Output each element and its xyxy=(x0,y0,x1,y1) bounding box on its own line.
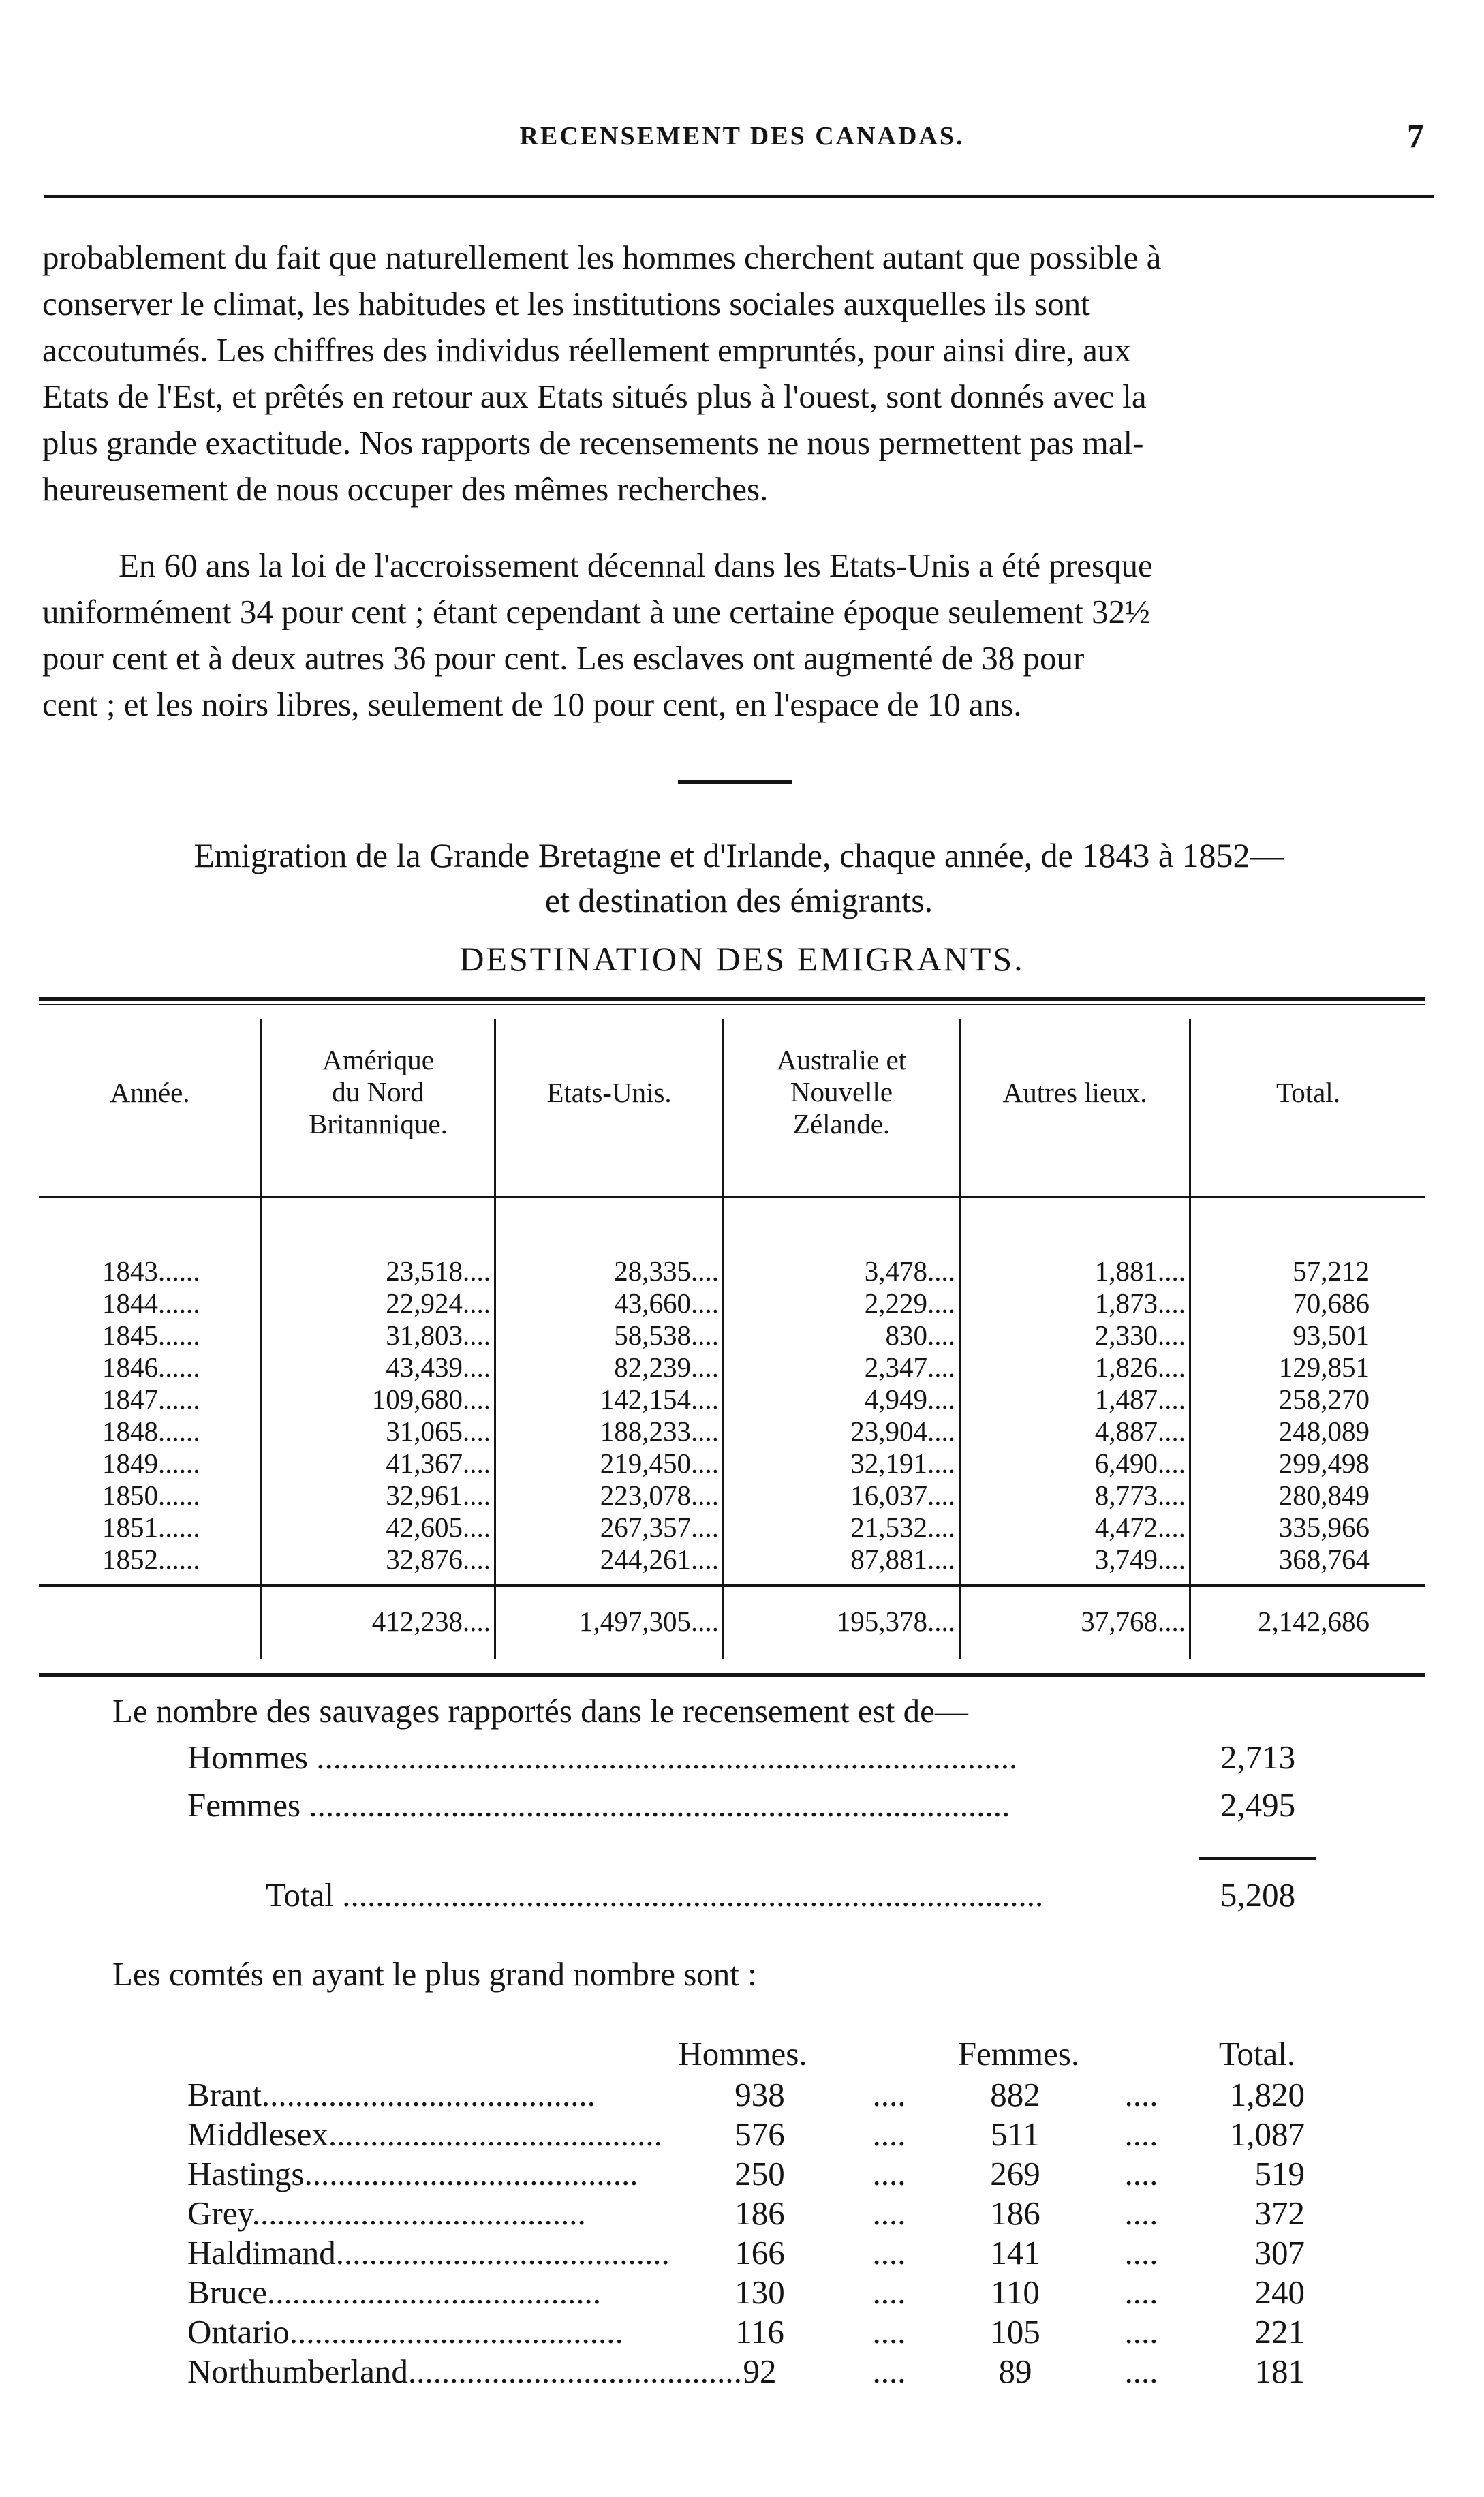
county-separator: .... xyxy=(872,2234,906,2271)
column-divider xyxy=(260,1019,262,1659)
county-separator: .... xyxy=(1124,2273,1158,2311)
paragraph-line: Etats de l'Est, et prêtés en retour aux Etats situés plus à l'ouest, sont donnés avec la xyxy=(42,378,1147,415)
county-total: 240 xyxy=(1254,2273,1305,2311)
femmes-line: Femmes .................................................................................... xyxy=(187,1786,1010,1824)
county-name: Bruce........................................ xyxy=(187,2273,601,2311)
paragraph-line: heureusement de nous occuper des mêmes recherches. xyxy=(42,470,769,508)
table-cell: 57,212 xyxy=(1293,1255,1370,1287)
table-cell: 2,229.... xyxy=(864,1287,955,1319)
county-separator: .... xyxy=(872,2194,906,2232)
table-cell: 58,538.... xyxy=(614,1319,719,1351)
table-cell: 16,037.... xyxy=(850,1480,955,1511)
county-separator: .... xyxy=(872,2155,906,2192)
county-separator: .... xyxy=(1124,2155,1158,2192)
county-name: Middlesex........................................ xyxy=(187,2115,662,2153)
section-divider xyxy=(678,780,792,784)
table-cell: 2,347.... xyxy=(864,1351,955,1383)
table-cell: 223,078.... xyxy=(600,1480,719,1511)
table-cell: 42,605.... xyxy=(386,1512,491,1543)
table-cell: 1846...... xyxy=(102,1351,200,1383)
table-cell: 142,154.... xyxy=(600,1383,719,1415)
total-australie: 195,378.... xyxy=(836,1606,955,1637)
county-separator: .... xyxy=(872,2115,906,2153)
county-separator: .... xyxy=(1124,2076,1158,2113)
table-cell: 1845...... xyxy=(102,1319,200,1351)
table-cell: 1847...... xyxy=(102,1383,200,1415)
table-cell: 267,357.... xyxy=(600,1512,719,1543)
total-etats-unis: 1,497,305.... xyxy=(579,1606,719,1637)
table-cell: 1850...... xyxy=(102,1480,200,1511)
table-cell: 830.... xyxy=(885,1319,955,1351)
county-hommes: 938 xyxy=(735,2076,785,2113)
county-femmes: 110 xyxy=(991,2273,1040,2311)
table-cell: 1851...... xyxy=(102,1512,200,1543)
table-cell: 43,660.... xyxy=(614,1287,719,1319)
table-cell: 1,487.... xyxy=(1094,1383,1186,1415)
col-femmes-header: Femmes. xyxy=(957,2035,1080,2072)
county-separator: .... xyxy=(1124,2353,1158,2390)
table-cell: 248,089 xyxy=(1278,1415,1370,1447)
table-cell: 4,949.... xyxy=(864,1383,955,1415)
paragraph-line: accoutumés. Les chiffres des individus réellement empruntés, pour ainsi dire, aux xyxy=(42,331,1131,369)
table-cell: 3,749.... xyxy=(1094,1544,1186,1575)
county-separator: .... xyxy=(1124,2313,1158,2350)
column-etats-unis xyxy=(501,1255,719,1576)
county-name: Brant........................................ xyxy=(187,2076,596,2113)
table-cell: 258,270 xyxy=(1278,1383,1370,1415)
county-femmes: 269 xyxy=(990,2155,1040,2192)
table-cell: 188,233.... xyxy=(600,1415,719,1447)
header-annee: Année. xyxy=(110,1077,190,1108)
table-cell: 1,826.... xyxy=(1094,1351,1186,1383)
page-number: 7 xyxy=(1407,117,1424,155)
total-autres: 37,768.... xyxy=(1081,1606,1186,1637)
table-cell: 6,490.... xyxy=(1094,1447,1186,1479)
county-hommes: 250 xyxy=(735,2155,785,2192)
table-cell: 368,764 xyxy=(1278,1544,1370,1575)
column-total xyxy=(1196,1255,1370,1576)
table-cell: 32,191.... xyxy=(850,1447,955,1479)
table-cell: 22,924.... xyxy=(386,1287,491,1319)
header-autres: Autres lieux. xyxy=(1002,1077,1147,1108)
caption-line: Emigration de la Grande Bretagne et d'Irlande, chaque année, de 1843 à 1852— xyxy=(194,836,1284,874)
hommes-value: 2,713 xyxy=(1220,1738,1296,1776)
county-femmes: 141 xyxy=(990,2234,1040,2271)
county-total: 1,820 xyxy=(1229,2076,1305,2113)
total-amerique: 412,238.... xyxy=(371,1606,491,1637)
table-cell: 93,501 xyxy=(1293,1319,1370,1351)
table-cell: 82,239.... xyxy=(614,1351,719,1383)
county-separator: .... xyxy=(1124,2234,1158,2271)
column-annee xyxy=(102,1255,259,1576)
county-femmes: 511 xyxy=(991,2115,1040,2153)
table-cell: 1843...... xyxy=(102,1255,200,1287)
paragraph-growth xyxy=(42,542,1436,728)
column-divider xyxy=(722,1019,724,1659)
county-total: 181 xyxy=(1254,2353,1305,2390)
county-total: 307 xyxy=(1254,2234,1305,2271)
county-name: Grey........................................ xyxy=(187,2194,586,2232)
sauvages-intro: Le nombre des sauvages rapportés dans le recensement est de— xyxy=(112,1692,968,1730)
table-cell: 1852...... xyxy=(102,1544,200,1575)
column-autres xyxy=(964,1255,1186,1576)
col-total-header: Total. xyxy=(1218,2035,1296,2072)
paragraph-line: probablement du fait que naturellement les hommes cherchent autant que possible à xyxy=(42,239,1162,276)
paragraph-line: conserver le climat, les habitudes et les institutions sociales auxquelles ils sont xyxy=(42,285,1090,322)
table-title: DESTINATION DES EMIGRANTS. xyxy=(459,940,1025,978)
table-cell: 8,773.... xyxy=(1094,1480,1186,1511)
county-hommes: 130 xyxy=(735,2273,785,2311)
county-separator: .... xyxy=(872,2076,906,2113)
table-cell: 21,532.... xyxy=(850,1512,955,1543)
paragraph-line: cent ; et les noirs libres, seulement de 10 pour cent, en l'espace de 10 ans. xyxy=(42,686,1022,723)
table-cell: 32,961.... xyxy=(386,1480,491,1511)
county-separator: .... xyxy=(872,2313,906,2350)
county-hommes: 116 xyxy=(735,2313,784,2350)
running-header: RECENSEMENT DES CANADAS. xyxy=(519,122,965,151)
table-cell: 32,876.... xyxy=(386,1544,491,1575)
county-total: 1,087 xyxy=(1229,2115,1305,2153)
femmes-value: 2,495 xyxy=(1220,1786,1296,1824)
county-separator: .... xyxy=(1124,2194,1158,2232)
table-cell: 23,518.... xyxy=(386,1255,491,1287)
table-cell: 280,849 xyxy=(1278,1480,1370,1511)
county-hommes: 166 xyxy=(735,2234,785,2271)
table-cell: 109,680.... xyxy=(371,1383,491,1415)
table-cell: 23,904.... xyxy=(850,1415,955,1447)
table-cell: 41,367.... xyxy=(386,1447,491,1479)
county-total: 221 xyxy=(1254,2313,1305,2350)
county-name: Hastings........................................ xyxy=(187,2155,638,2192)
table-cell: 244,261.... xyxy=(600,1544,719,1575)
header-total: Total. xyxy=(1276,1077,1340,1108)
header-etats-unis: Etats-Unis. xyxy=(546,1077,672,1108)
table-cell: 87,881.... xyxy=(850,1544,955,1575)
table-cell: 1,881.... xyxy=(1094,1255,1186,1287)
total-line: Total .................................................................................... xyxy=(266,1876,1044,1914)
comtes-intro: Les comtés en ayant le plus grand nombre sont : xyxy=(112,1955,757,1993)
column-divider xyxy=(959,1019,961,1659)
table-cell: 31,065.... xyxy=(386,1415,491,1447)
hommes-line: Hommes .................................................................................... xyxy=(187,1738,1018,1776)
table-cell: 1848...... xyxy=(102,1415,200,1447)
county-hommes: 576 xyxy=(735,2115,785,2153)
county-hommes: 92 xyxy=(743,2353,777,2390)
grand-total: 2,142,686 xyxy=(1258,1606,1370,1637)
county-total: 372 xyxy=(1254,2194,1305,2232)
table-cell: 299,498 xyxy=(1278,1447,1370,1479)
paragraph-line: uniformément 34 pour cent ; étant cependant à une certaine époque seulement 32½ xyxy=(42,593,1150,630)
table-cell: 28,335.... xyxy=(614,1255,719,1287)
table-cell: 70,686 xyxy=(1293,1287,1370,1319)
county-femmes: 89 xyxy=(998,2353,1032,2390)
county-separator: .... xyxy=(872,2273,906,2311)
county-total: 519 xyxy=(1254,2155,1305,2192)
header-amerique: Amérique du Nord Britannique. xyxy=(309,1044,448,1139)
column-divider xyxy=(1189,1019,1191,1659)
table-totals-rule xyxy=(39,1584,1425,1587)
table-header-rule xyxy=(39,1196,1425,1198)
table-cell: 129,851 xyxy=(1278,1351,1370,1383)
column-amerique xyxy=(269,1255,491,1576)
paragraph-line: En 60 ans la loi de l'accroissement décennal dans les Etats-Unis a été presque xyxy=(119,547,1153,584)
table-top-rule-thin xyxy=(39,1004,1425,1005)
table-caption xyxy=(42,833,1436,923)
table-cell: 3,478.... xyxy=(864,1255,955,1287)
table-cell: 2,330.... xyxy=(1094,1319,1186,1351)
table-bottom-rule xyxy=(39,1673,1425,1677)
table-cell: 1849...... xyxy=(102,1447,200,1479)
county-femmes: 105 xyxy=(990,2313,1040,2350)
table-cell: 4,887.... xyxy=(1094,1415,1186,1447)
table-cell: 1,873.... xyxy=(1094,1287,1186,1319)
table-cell: 4,472.... xyxy=(1094,1512,1186,1543)
county-name: Ontario........................................ xyxy=(187,2313,623,2350)
county-name: Haldimand........................................ xyxy=(187,2234,670,2271)
county-separator: .... xyxy=(1124,2115,1158,2153)
paragraph-continued xyxy=(42,234,1436,512)
col-hommes-header: Hommes. xyxy=(678,2035,807,2072)
county-femmes: 882 xyxy=(990,2076,1040,2113)
table-cell: 1844...... xyxy=(102,1287,200,1319)
paragraph-line: plus grande exactitude. Nos rapports de recensements ne nous permettent pas mal- xyxy=(42,424,1144,461)
header-rule xyxy=(44,195,1434,198)
column-australie xyxy=(729,1255,955,1576)
county-femmes: 186 xyxy=(990,2194,1040,2232)
table-top-rule xyxy=(39,997,1425,1001)
table-cell: 219,450.... xyxy=(600,1447,719,1479)
paragraph-line: pour cent et à deux autres 36 pour cent. Les esclaves ont augmenté de 38 pour xyxy=(42,639,1085,677)
county-separator: .... xyxy=(872,2353,906,2390)
table-cell: 31,803.... xyxy=(386,1319,491,1351)
county-name: Northumberland........................................ xyxy=(187,2353,742,2390)
county-hommes: 186 xyxy=(735,2194,785,2232)
column-divider xyxy=(494,1019,496,1659)
header-australie: Australie et Nouvelle Zélande. xyxy=(776,1044,907,1139)
table-cell: 43,439.... xyxy=(386,1351,491,1383)
caption-line: et destination des émigrants. xyxy=(544,881,933,919)
total-value: 5,208 xyxy=(1220,1876,1296,1914)
sum-rule xyxy=(1199,1857,1316,1860)
table-cell: 335,966 xyxy=(1278,1512,1370,1543)
